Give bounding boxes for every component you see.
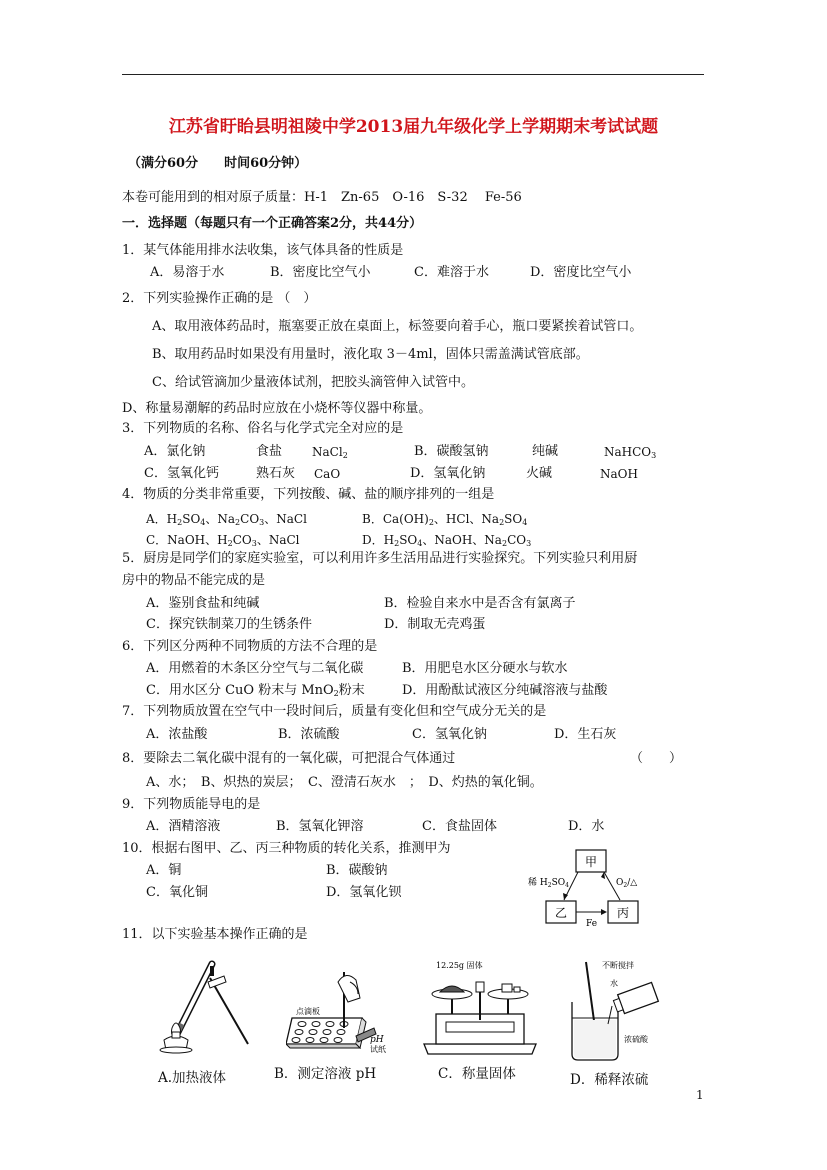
q5-stem-line1: 5．厨房是同学们的家庭实验室，可以利用许多生活用品进行实验探究。下列实验只利用厨: [122, 551, 638, 566]
q2-option-d: D、称量易潮解的药品时应放在小烧杯等仪器中称量。: [122, 401, 432, 416]
q10-stem: 10．根据右图甲、乙、丙三种物质的转化关系，推测甲为: [122, 841, 451, 856]
q4-option-c: C．NaOH、$H_2CO_3$、NaCl: [146, 533, 300, 548]
q2-stem: 2．下列实验操作正确的是 （ ）: [122, 291, 317, 306]
atomic-masses: 本卷可能用到的相对原子质量：H-1 Zn-65 O-16 S-32 Fe-56: [122, 190, 522, 205]
q3-b-name: B．碳酸氢钠: [414, 444, 489, 459]
q5-option-b: B．检验自来水中是否含有氯离子: [384, 596, 576, 611]
spot-plate-label: 点滴板: [296, 1007, 320, 1016]
stir-label: 不断搅拌: [602, 961, 634, 970]
q4-option-d: D．$H_2SO_4$、NaOH、$Na_2CO_3$: [362, 533, 532, 548]
q9-option-a: A．酒精溶液: [146, 819, 221, 834]
node-yi: 乙: [554, 906, 568, 920]
page-number: 1: [696, 1088, 704, 1102]
q8-stem: 8．要除去二氧化碳中混有的一氧化碳，可把混合气体通过: [122, 751, 456, 766]
page-title: 江苏省盱眙县明祖陵中学2013届九年级化学上学期期末考试试题: [168, 117, 659, 137]
fig-a-caption: A.加热液体: [158, 1070, 227, 1086]
ph-label: pH: [370, 1035, 384, 1045]
q7-option-d: D．生石灰: [554, 727, 617, 742]
q4-option-b: B．$Ca(OH)_2$、HCl、$Na_2SO_4$: [362, 512, 528, 527]
q3-d-common: 火碱: [526, 466, 553, 481]
q3-d-name: D．氢氧化钠: [410, 466, 486, 481]
q3-d-formula: NaOH: [600, 467, 638, 481]
q5-option-c: C．探究铁制菜刀的生锈条件: [146, 617, 312, 632]
node-bing: 丙: [616, 906, 630, 920]
section-heading: 一．选择题（每题只有一个正确答案2分，共44分）: [122, 216, 423, 231]
q2-option-c: C、给试管滴加少量液体试剂，把胶头滴管伸入试管中。: [152, 375, 474, 390]
q4-option-a: A．$H_2SO_4$、$Na_2CO_3$、NaCl: [146, 512, 307, 527]
test-paper-label: 试纸: [370, 1045, 386, 1054]
q7-stem: 7．下列物质放置在空气中一段时间后，质量有变化但和空气成分无关的是: [122, 704, 547, 719]
fig-d-dilute-acid: [568, 958, 678, 1068]
q6-option-c: C．用水区分 CuO 粉末与 MnO$_2$粉末: [146, 683, 365, 698]
q1-stem: 1．某气体能用排水法收集，该气体具备的性质是: [122, 243, 404, 258]
q3-a-name: A．氯化钠: [144, 444, 206, 459]
q10-transformation-diagram: [520, 845, 660, 927]
q10-option-a: A．铜: [146, 863, 182, 878]
q7-option-a: A．浓盐酸: [146, 727, 208, 742]
q1-option-b: B．密度比空气小: [270, 265, 371, 280]
label-dilute-h2so4: 稀 $H_2SO_4$: [528, 878, 569, 889]
q1-option-a: A．易溶于水: [150, 265, 225, 280]
fig-b-ph-test: [286, 962, 396, 1062]
node-jia: 甲: [584, 855, 598, 869]
q9-option-c: C．食盐固体: [422, 819, 497, 834]
fig-a-heating-liquid: [152, 958, 262, 1058]
q3-c-common: 熟石灰: [256, 466, 296, 481]
q3-stem: 3．下列物质的名称、俗名与化学式完全对应的是: [122, 421, 404, 436]
q9-stem: 9．下列物质能导电的是: [122, 797, 261, 812]
water-label: 水: [610, 979, 618, 988]
q10-option-c: C．氧化铜: [146, 885, 208, 900]
q11-stem: 11．以下实验基本操作正确的是: [122, 927, 308, 942]
q9-option-d: D．水: [568, 819, 605, 834]
fig-d-caption: D．稀释浓硫: [570, 1072, 649, 1088]
label-o2-heat: $O_2/\triangle$: [616, 878, 638, 889]
q3-a-common: 食盐: [256, 444, 283, 459]
q4-stem: 4．物质的分类非常重要，下列按酸、碱、盐的顺序排列的一组是: [122, 487, 495, 502]
fig-c-caption: C．称量固体: [438, 1066, 516, 1082]
q9-option-b: B．氢氧化钾溶: [276, 819, 364, 834]
fig-c-balance: [422, 958, 542, 1058]
q7-option-b: B．浓硫酸: [278, 727, 340, 742]
q3-c-formula: CaO: [314, 467, 341, 481]
q6-option-a: A．用燃着的木条区分空气与二氧化碳: [146, 661, 364, 676]
q7-option-c: C．氢氧化钠: [412, 727, 487, 742]
q3-c-name: C．氢氧化钙: [144, 466, 219, 481]
fig-b-caption: B．测定溶液 pH: [274, 1066, 377, 1082]
q2-option-a: A、取用液体药品时，瓶塞要正放在桌面上，标签要向着手心，瓶口要紧挨着试管口。: [152, 319, 643, 334]
q8-answer-paren: （ ）: [630, 751, 683, 766]
label-fe: Fe: [586, 919, 598, 927]
conc-acid-label: 浓硫酸: [624, 1035, 648, 1044]
q3-a-formula: NaCl$_2$: [312, 445, 348, 460]
q2-option-b: B、取用药品时如果没有用量时，液化取 3－4ml，固体只需盖满试管底部。: [152, 347, 589, 362]
q8-options: A、水； B、炽热的炭层； C、澄清石灰水 ； D、灼热的氧化铜。: [146, 775, 543, 790]
solid-mass-label: 12.25g 固体: [436, 961, 483, 970]
q5-option-a: A．鉴别食盐和纯碱: [146, 596, 260, 611]
q10-option-d: D．氢氧化钡: [326, 885, 402, 900]
q5-option-d: D．制取无壳鸡蛋: [384, 617, 486, 632]
exam-meta: （满分60分 时间60分钟）: [128, 156, 308, 171]
q6-option-b: B．用肥皂水区分硬水与软水: [402, 661, 568, 676]
q3-b-formula: NaHCO$_3$: [604, 445, 657, 460]
q6-stem: 6．下列区分两种不同物质的方法不合理的是: [122, 639, 378, 654]
q1-option-d: D．密度比空气小: [530, 265, 632, 280]
q5-stem-line2: 房中的物品不能完成的是: [122, 573, 266, 588]
q1-option-c: C．难溶于水: [414, 265, 489, 280]
q6-option-d: D．用酚酞试液区分纯碱溶液与盐酸: [402, 683, 608, 698]
q10-option-b: B．碳酸钠: [326, 863, 388, 878]
q3-b-common: 纯碱: [532, 444, 559, 459]
header-rule: [122, 74, 704, 75]
